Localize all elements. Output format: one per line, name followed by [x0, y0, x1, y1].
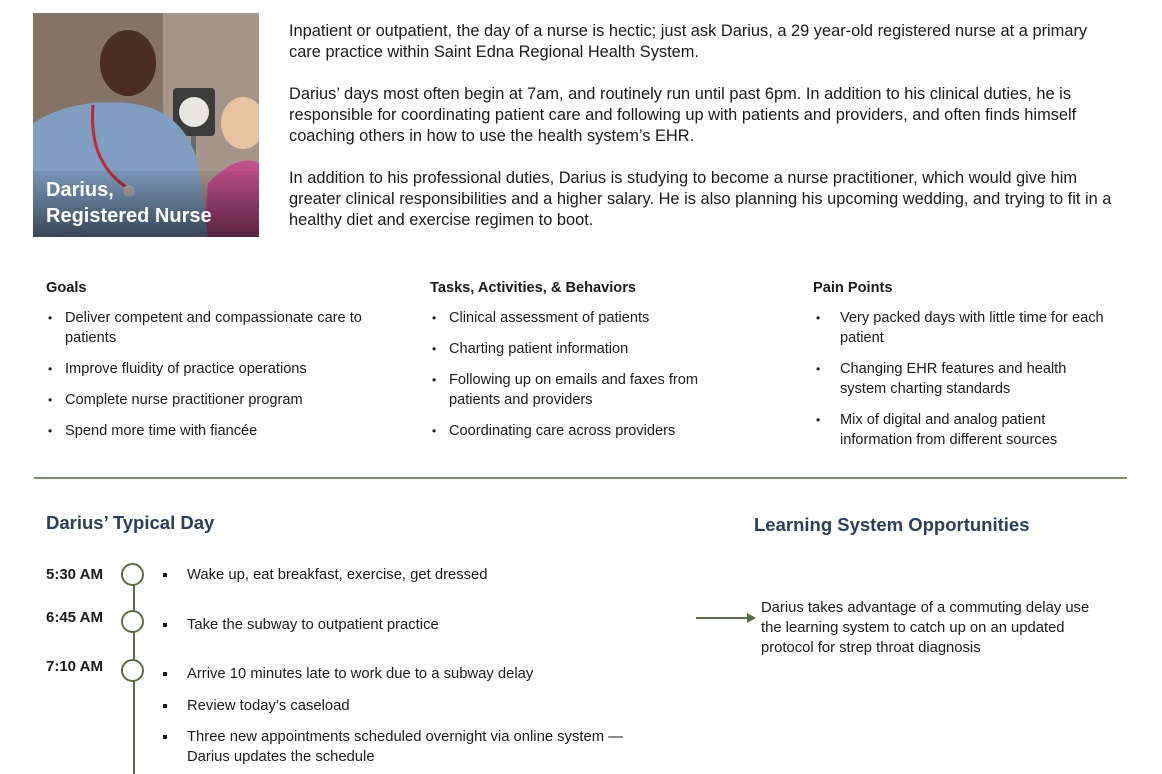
timeline-item: Three new appointments scheduled overnight via online system — Darius updates the schedule: [163, 727, 657, 767]
timeline-node: [121, 610, 144, 633]
pain-point-item: • Changing EHR features and health system charting standards: [813, 359, 1113, 399]
intro-paragraph-1: Inpatient or outpatient, the day of a nurse is hectic; just ask Darius, a 29 year-old registered nurse at a primary care practice within Saint Edna Regional Health System.: [289, 22, 1088, 61]
goal-item: • Spend more time with fiancée: [46, 421, 376, 441]
pain-point-item: • Very packed days with little time for each patient: [813, 308, 1113, 348]
arrow-right-icon: [696, 617, 748, 619]
persona-role: Registered Nurse: [46, 205, 212, 227]
time-label: 6:45 AM: [46, 609, 103, 626]
task-item: • Following up on emails and faxes from patients and providers: [430, 370, 750, 410]
persona-photo: [33, 13, 259, 237]
learning-opportunity: Darius takes advantage of a commuting delay use the learning system to catch up on an updated protocol for strep throat diagnosis: [761, 600, 1090, 656]
tasks-title: Tasks, Activities, & Behaviors: [430, 280, 637, 296]
typical-day-title: Darius’ Typical Day: [46, 512, 215, 533]
goal-item: • Deliver competent and compassionate care to patients: [46, 308, 376, 348]
goals-title: Goals: [46, 280, 87, 296]
pain-point-item: • Mix of digital and analog patient information from different sources: [813, 410, 1113, 450]
time-label: 7:10 AM: [46, 658, 103, 675]
timeline-item: Wake up, eat breakfast, exercise, get dressed: [163, 565, 667, 585]
learning-title: Learning System Opportunities: [754, 514, 1030, 535]
time-label: 5:30 AM: [46, 566, 103, 583]
task-item: • Clinical assessment of patients: [430, 308, 750, 328]
timeline-node: [121, 659, 144, 682]
pain-points-title: Pain Points: [813, 280, 893, 296]
persona-caption: [33, 171, 259, 237]
intro-paragraph-3: In addition to his professional duties, Darius is studying to become a nurse practitioner, which would give him greater clinical responsibilities and a higher salary. He is also planning his upcoming wedding, and trying to fit in a healthy diet and exercise regimen to boot.: [289, 169, 1112, 229]
timeline-item: Arrive 10 minutes late to work due to a subway delay: [163, 664, 667, 684]
section-divider: [34, 477, 1127, 479]
persona-name: Darius,: [46, 179, 114, 201]
pain-points-section: [813, 278, 1113, 461]
timeline-node: [121, 563, 144, 586]
goal-item: • Complete nurse practitioner program: [46, 390, 376, 410]
intro-paragraph-2: Darius’ days most often begin at 7am, and routinely run until past 6pm. In addition to his clinical duties, he is responsible for coordinating patient care and following up with patients and providers, and often finds himself coaching others in how to use the health system’s EHR.: [289, 85, 1077, 145]
goals-section: [46, 278, 376, 452]
persona-intro: [289, 21, 1119, 252]
tasks-section: [430, 278, 750, 452]
task-item: • Coordinating care across providers: [430, 421, 750, 441]
timeline-item: Review today’s caseload: [163, 696, 667, 716]
timeline-item: Take the subway to outpatient practice: [163, 615, 667, 635]
goal-item: • Improve fluidity of practice operations: [46, 359, 376, 379]
task-item: • Charting patient information: [430, 339, 750, 359]
